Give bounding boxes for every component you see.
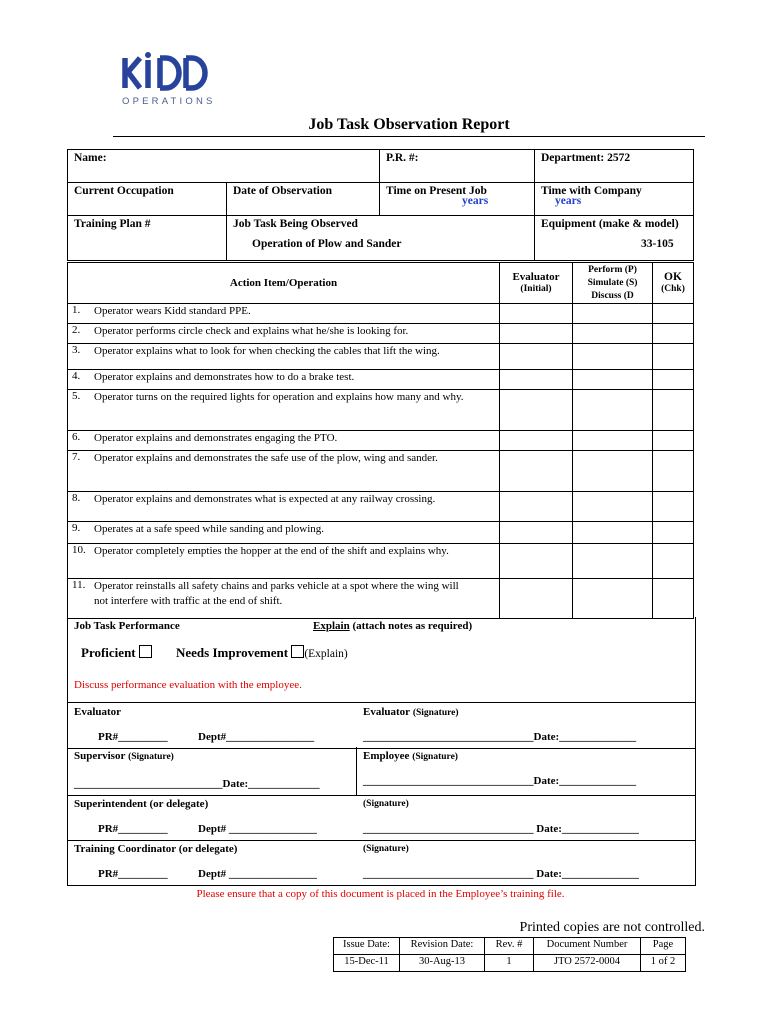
document-number-header: Document Number	[534, 938, 641, 955]
perform-cell[interactable]	[573, 344, 653, 370]
equipment-value: 33-105	[641, 238, 674, 250]
document-number-value: JTO 2572-0004	[534, 955, 641, 972]
ok-cell[interactable]	[653, 544, 694, 579]
ok-cell[interactable]	[653, 431, 694, 451]
perform-cell[interactable]	[573, 390, 653, 431]
table-row: 6. Operator explains and demonstrates engaging the PTO.	[68, 431, 694, 451]
ok-cell[interactable]	[653, 324, 694, 344]
ok-cell[interactable]	[653, 451, 694, 492]
evaluator-cell[interactable]	[500, 522, 573, 544]
ok-cell[interactable]	[653, 522, 694, 544]
proficient-checkbox[interactable]	[139, 645, 152, 658]
evaluator-cell[interactable]	[500, 492, 573, 522]
training-plan-field[interactable]: Training Plan #	[68, 216, 227, 261]
title-underline	[113, 136, 705, 137]
ok-cell[interactable]	[653, 304, 694, 324]
training-coordinator-signature-line[interactable]: _______________________________ Date:______________	[363, 868, 639, 880]
perform-cell[interactable]	[573, 304, 653, 324]
training-coordinator-label: Training Coordinator (or delegate)	[74, 843, 238, 855]
supervisor-signature-line[interactable]: ___________________________Date:_____________	[74, 778, 320, 790]
evaluator-block	[67, 702, 696, 749]
evaluator-signature-label: Evaluator (Signature)	[363, 706, 459, 718]
page-value: 1 of 2	[641, 955, 686, 972]
employee-signature-line[interactable]: _______________________________Date:______________	[363, 775, 637, 787]
page-title: Job Task Observation Report	[308, 116, 510, 133]
superintendent-pr-field[interactable]: PR#_________	[98, 823, 168, 835]
needs-improvement-checkbox[interactable]	[291, 645, 304, 658]
performance-label: Job Task Performance	[74, 620, 180, 632]
training-coordinator-pr-field[interactable]: PR#_________	[98, 868, 168, 880]
training-coordinator-signature-label: (Signature)	[363, 844, 409, 854]
kidd-logo	[120, 52, 220, 94]
time-present-unit: years	[462, 195, 489, 207]
supervisor-employee-block	[67, 747, 696, 796]
perform-cell[interactable]	[573, 579, 653, 619]
needs-improvement-option[interactable]: Needs Improvement (Explain)	[176, 645, 348, 660]
evaluator-dept-field[interactable]: Dept#________________	[198, 731, 315, 743]
evaluator-cell[interactable]	[500, 431, 573, 451]
evaluator-cell[interactable]	[500, 390, 573, 431]
time-company-field[interactable]: Time with Company years	[535, 183, 694, 216]
header-table	[67, 149, 694, 261]
perform-cell[interactable]	[573, 544, 653, 579]
table-row: 7. Operator explains and demonstrates the safe use of the plow, wing and sander.	[68, 451, 694, 492]
evaluator-cell[interactable]	[500, 344, 573, 370]
job-task-field: Job Task Being Observed Operation of Plow and Sander	[227, 216, 535, 261]
ok-cell[interactable]	[653, 390, 694, 431]
ok-cell[interactable]	[653, 344, 694, 370]
superintendent-block	[67, 795, 696, 841]
training-coordinator-dept-field[interactable]: Dept# ________________	[198, 868, 317, 880]
page-header: Page	[641, 938, 686, 955]
perform-cell[interactable]	[573, 324, 653, 344]
perform-cell[interactable]	[573, 492, 653, 522]
ok-column-header: OK (Chk)	[653, 263, 694, 304]
supervisor-label: Supervisor (Signature)	[74, 750, 174, 762]
table-row: 2. Operator performs circle check and explains what he/she is looking for.	[68, 324, 694, 344]
pr-field[interactable]: P.R. #:	[380, 150, 535, 183]
superintendent-dept-field[interactable]: Dept# ________________	[198, 823, 317, 835]
evaluator-cell[interactable]	[500, 304, 573, 324]
occupation-field[interactable]: Current Occupation	[68, 183, 227, 216]
job-task-value: Operation of Plow and Sander	[252, 238, 402, 250]
document-control-table	[333, 937, 686, 972]
revision-date-value: 30-Aug-13	[400, 955, 485, 972]
divider	[356, 747, 357, 795]
evaluator-column-header: Evaluator (Initial)	[500, 263, 573, 304]
action-column-header: Action Item/Operation	[68, 263, 500, 304]
issue-date-header: Issue Date:	[334, 938, 400, 955]
table-row: 3. Operator explains what to look for when checking the cables that lift the wing.	[68, 344, 694, 370]
rev-header: Rev. #	[485, 938, 534, 955]
proficient-option[interactable]: Proficient	[81, 645, 152, 661]
name-field[interactable]: Name:	[68, 150, 380, 183]
evaluator-cell[interactable]	[500, 544, 573, 579]
evaluator-cell[interactable]	[500, 451, 573, 492]
evaluator-label: Evaluator	[74, 706, 122, 718]
rev-value: 1	[485, 955, 534, 972]
printed-copies-note: Printed copies are not controlled.	[519, 920, 705, 935]
evaluator-cell[interactable]	[500, 579, 573, 619]
date-observation-field[interactable]: Date of Observation	[227, 183, 380, 216]
table-row: 9. Operates at a safe speed while sanding and plowing.	[68, 522, 694, 544]
table-row: 11. Operator reinstalls all safety chains and parks vehicle at a spot where the wing will not interfere with traffic at the end of shift.	[68, 579, 694, 619]
action-items-table	[67, 262, 694, 619]
perform-cell[interactable]	[573, 370, 653, 390]
perform-cell[interactable]	[573, 451, 653, 492]
department-field: Department: 2572	[535, 150, 694, 183]
perform-cell[interactable]	[573, 431, 653, 451]
evaluator-cell[interactable]	[500, 370, 573, 390]
evaluator-signature-line[interactable]: _______________________________Date:______________	[363, 731, 637, 743]
table-row: 4. Operator explains and demonstrates how to do a brake test.	[68, 370, 694, 390]
table-row: 1. Operator wears Kidd standard PPE.	[68, 304, 694, 324]
perform-column-header: Perform (P) Simulate (S) Discuss (D	[573, 263, 653, 304]
superintendent-signature-line[interactable]: _______________________________ Date:______________	[363, 823, 639, 835]
equipment-field: Equipment (make & model) 33-105	[535, 216, 694, 261]
logo-operations-text: OPERATIONS	[122, 96, 216, 107]
training-coordinator-block	[67, 840, 696, 886]
table-row: 10. Operator completely empties the hopper at the end of the shift and explains why.	[68, 544, 694, 579]
evaluator-cell[interactable]	[500, 324, 573, 344]
discuss-instruction: Discuss performance evaluation with the employee.	[74, 679, 302, 691]
issue-date-value: 15-Dec-11	[334, 955, 400, 972]
superintendent-label: Superintendent (or delegate)	[74, 798, 209, 810]
time-company-unit: years	[555, 195, 582, 207]
employee-label: Employee (Signature)	[363, 750, 458, 762]
table-row: 5. Operator turns on the required lights for operation and explains how many and why.	[68, 390, 694, 431]
superintendent-signature-label: (Signature)	[363, 799, 409, 809]
perform-cell[interactable]	[573, 522, 653, 544]
ok-cell[interactable]	[653, 579, 694, 619]
ok-cell[interactable]	[653, 370, 694, 390]
ok-cell[interactable]	[653, 492, 694, 522]
evaluator-pr-field[interactable]: PR#_________	[98, 731, 168, 743]
training-file-note: Please ensure that a copy of this document is placed in the Employee’s training file.	[196, 888, 565, 900]
time-present-job-field[interactable]: Time on Present Job years	[380, 183, 535, 216]
table-row: 8. Operator explains and demonstrates what is expected at any railway crossing.	[68, 492, 694, 522]
explain-label: Explain (attach notes as required)	[313, 620, 473, 632]
revision-date-header: Revision Date:	[400, 938, 485, 955]
performance-section	[67, 617, 696, 703]
